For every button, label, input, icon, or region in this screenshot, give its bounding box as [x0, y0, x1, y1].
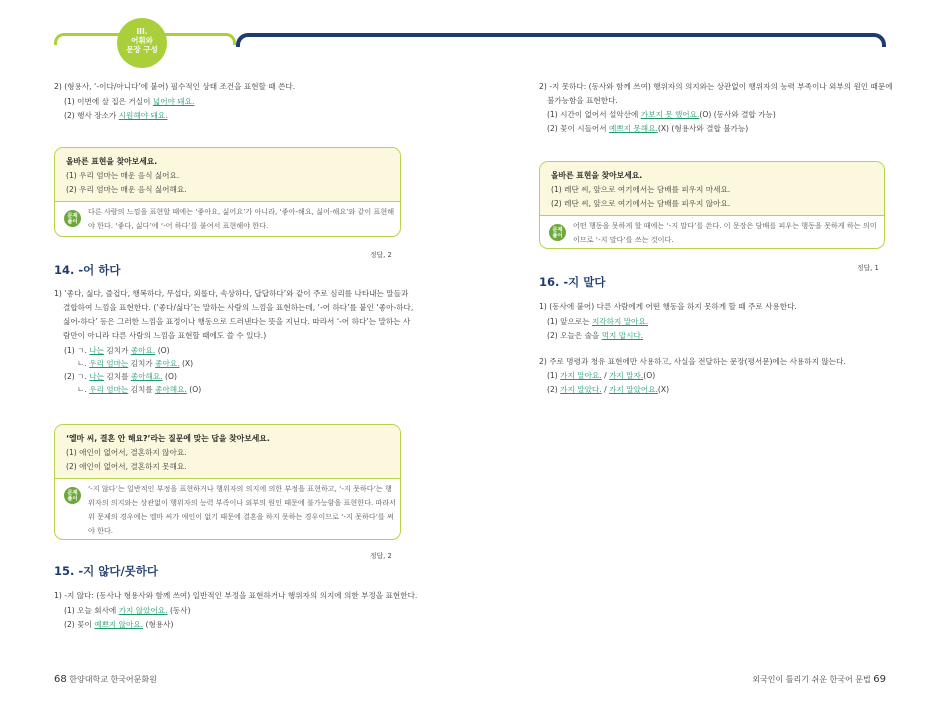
sec14-example-2a	[64, 370, 177, 383]
right-intro-example1	[547, 108, 776, 121]
highlight-text: 예쁘지 못해요.	[609, 124, 658, 133]
explanation-line-4: 야 한다.	[88, 526, 114, 535]
example-text: (1) ㄱ.	[64, 346, 90, 355]
example-text: (2)	[547, 385, 561, 394]
right-intro-line1: 2) -지 못하다: (동사와 함께 쓰여) 행위자의 의지와는 상관없이 행위자의 능력 부족이나 외부의 원인 때문에	[539, 82, 893, 91]
example-text: (X)	[179, 359, 194, 368]
example-text: (1)	[547, 371, 561, 380]
example-text: 김치가	[104, 346, 131, 355]
quiz-option-1: (1) 우리 엄마는 매운 음식 싫어요.	[66, 171, 180, 180]
example-text: (X) (형용사와 결합 불가능)	[657, 124, 749, 133]
example-text: (2) 꽃이	[64, 620, 95, 629]
example-text: (2) 행사 장소가	[64, 111, 119, 120]
example-text: (1) 시간이 없어서 설악산에	[547, 110, 641, 119]
right-intro-example2	[547, 122, 748, 135]
sec15-paragraph-line1: 1) -지 않다: (동사나 형용사와 함께 쓰여) 일반적인 부정을 표현하거나 행위자의 의지에 의한 부정을 표현한다.	[54, 591, 418, 600]
example-text: /	[601, 385, 610, 394]
highlight-text: 가지 않았어요.	[118, 606, 168, 615]
sec14-example-2b	[77, 383, 201, 396]
left-footer	[54, 674, 157, 685]
highlight-text: 우리 엄마는	[89, 359, 129, 368]
example-text: (2) 꽃이 시들어서	[547, 124, 610, 133]
example-text: (O) (동사와 결합 가능)	[699, 110, 776, 119]
highlight-text: 지각하지 말아요.	[591, 317, 649, 326]
example-text: (X)	[657, 385, 670, 394]
sec14-example-1b	[77, 357, 193, 370]
section-title-15: 15. -지 않다/못하다	[54, 564, 159, 578]
icon-label-bottom: 풀이	[67, 218, 78, 225]
chapter-badge	[117, 18, 167, 68]
sec16-example-1	[547, 315, 648, 328]
header-bar-navy	[236, 33, 886, 47]
left-intro-example1	[64, 95, 194, 108]
highlight-text: 먹지 맙시다.	[601, 331, 644, 340]
quiz-option-2: (2) 레단 씨, 앞으로 여기에서는 담배를 피우지 않아요.	[551, 199, 731, 208]
icon-label-bottom: 풀이	[552, 232, 563, 239]
example-text: (2) 오늘은 술을	[547, 331, 602, 340]
highlight-text: 가보지 못 했어요.	[640, 110, 700, 119]
highlight-text: 가지 말자.	[609, 371, 644, 380]
example-text: (O)	[155, 346, 170, 355]
answer-label: 정답, 2	[370, 251, 392, 259]
sec14-paragraph-line4: 람만이 아니라 다른 사람의 느낌을 표현할 때에도 쓸 수 있다.)	[63, 331, 267, 340]
page-number-left: 68	[54, 674, 67, 685]
right-intro-line2: 불가능함을 표현한다.	[547, 96, 618, 105]
icon-label-bottom: 풀이	[67, 495, 78, 502]
highlight-text: 우리 엄마는	[89, 385, 129, 394]
sec16-example-2	[547, 329, 643, 342]
chapter-badge-line2: 어휘와	[131, 36, 153, 45]
explanation-line-2: 위자의 의지와는 상관없이 행위자의 능력 부족이나 외부의 원인 때문에 불가능함을 표현한다. 따라서	[88, 498, 397, 507]
answer-label: 정답, 2	[370, 552, 392, 560]
chapter-badge-line3: 문장 구성	[126, 45, 158, 54]
sec16-example-3	[547, 369, 655, 382]
footer-book-title: 외국인이 틀리기 쉬운 한국어 문법	[752, 675, 871, 684]
example-text: (O)	[643, 371, 656, 380]
sec16-example-4	[547, 383, 669, 396]
sec14-paragraph-line2: 결합하여 느낌을 표현한다. (‘좋다/싫다’는 말하는 사람의 느낌을 표현하는데, ‘-어 하다’를 붙인 ‘좋아-하다,	[63, 303, 414, 312]
example-text: /	[601, 371, 610, 380]
page-number-right: 69	[873, 674, 886, 685]
example-text: (1) 앞으로는	[547, 317, 592, 326]
quiz-explanation	[540, 215, 884, 248]
footer-publisher: 한양대학교 한국어문화원	[69, 675, 157, 684]
section-title-16: 16. -지 말다	[539, 275, 606, 289]
icon-label-top: 문제	[67, 489, 78, 496]
example-text: (동사)	[167, 606, 191, 615]
highlight-text: 좋아해요.	[130, 372, 163, 381]
explanation-line-1: 어떤 행동을 못하게 할 때에는 ‘-지 말다’를 쓴다. 이 문장은 담배를 피우는 행동을 못하게 하는 의미	[573, 221, 877, 230]
explanation-line-2: 이므로 ‘-지 말다’를 쓰는 것이다.	[573, 235, 674, 244]
highlight-text: 가지 말았어요.	[609, 385, 658, 394]
quiz-explanation	[55, 478, 400, 539]
quiz-box-3	[539, 161, 885, 249]
example-text: (1) 오늘 회사에	[64, 606, 119, 615]
quiz-explanation	[55, 201, 400, 236]
example-text: (O)	[186, 385, 202, 394]
explanation-icon	[549, 224, 566, 241]
highlight-text: 나는	[89, 346, 105, 355]
example-text: (형용사)	[143, 620, 174, 629]
sec16-paragraph-1: 1) (동사에 붙어) 다른 사람에게 어떤 행동을 하지 못하게 할 때 주로 사용한다.	[539, 302, 797, 311]
left-intro-line1: 2) (형용사, ‘-이다/아니다’에 붙어) 필수적인 상태 조건을 표현할 때 쓴다.	[54, 82, 296, 91]
sec15-example-2	[64, 618, 173, 631]
quiz-option-2: (2) 우리 엄마는 매운 음식 싫어해요.	[66, 185, 187, 194]
explanation-line-2: 야 한다. ‘좋다, 싫다’에 ‘-어 하다’를 붙여서 표현해야 한다.	[88, 221, 269, 230]
explanation-line-1: ‘-지 않다’는 일반적인 부정을 표현하거나 행위자의 의지에 의한 부정을 표현하고, ‘-지 못하다’는 행	[88, 484, 392, 493]
quiz-title: ‘엘마 씨, 결혼 안 해요?’라는 질문에 맞는 답을 찾아보세요.	[66, 434, 270, 443]
quiz-option-2: (2) 애인이 없어서, 결혼하지 못해요.	[66, 462, 187, 471]
highlight-text: 가지 말았다.	[560, 385, 602, 394]
section-title-14: 14. -어 하다	[54, 263, 121, 277]
example-text: (1) 이번에 살 집은 거실이	[64, 97, 153, 106]
explanation-line-1: 다른 사람의 느낌을 표현할 때에는 ‘좋아요, 싫어요’가 아니라, ‘좋아-해요, 싫어-해요’와 같이 표현해	[88, 207, 395, 216]
explanation-icon	[64, 487, 81, 504]
quiz-title: 올바른 표현을 찾아보세요.	[551, 171, 643, 180]
quiz-option-1: (1) 애인이 없어서, 결혼하지 않아요.	[66, 448, 187, 457]
quiz-box-1	[54, 147, 401, 237]
left-intro-example2	[64, 109, 168, 122]
right-footer	[752, 674, 886, 685]
explanation-icon	[64, 210, 81, 227]
sec14-example-1a	[64, 344, 170, 357]
quiz-box-2	[54, 424, 401, 540]
example-text: 김치를	[128, 385, 156, 394]
explanation-line-3: 위 문제의 경우에는 엘마 씨가 애인이 없기 때문에 결혼을 하지 못하는 경우이므로 ‘-지 못하다’를 써	[88, 512, 394, 521]
chapter-badge-number: III.	[136, 27, 148, 36]
sec14-paragraph-line3: 싫어-하다’ 등은 그러한 느낌을 표정이나 행동으로 드러낸다는 뜻을 지닌다. 따라서 ‘-어 하다’는 말하는 사	[63, 317, 411, 326]
example-text: (O)	[162, 372, 177, 381]
highlight-text: 좋아해요.	[155, 385, 187, 394]
example-text: ㄴ.	[77, 385, 90, 394]
highlight-text: 시원해야 돼요.	[118, 111, 168, 120]
quiz-option-1: (1) 레단 씨, 앞으로 여기에서는 담배를 피우지 마세요.	[551, 185, 731, 194]
icon-label-top: 문제	[552, 226, 563, 233]
quiz-title: 올바른 표현을 찾아보세요.	[66, 157, 158, 166]
highlight-text: 나는	[89, 372, 105, 381]
highlight-text: 좋아요.	[130, 346, 156, 355]
highlight-text: 넓어야 돼요.	[152, 97, 195, 106]
example-text: (2) ㄱ.	[64, 372, 90, 381]
example-text: ㄴ.	[77, 359, 90, 368]
sec14-paragraph-line1: 1) ‘좋다, 싫다, 즐겁다, 행복하다, 무섭다, 외롭다, 속상하다, 답답하다’와 같이 주로 심리를 나타내는 말들과	[54, 289, 409, 298]
highlight-text: 가지 말아요.	[560, 371, 602, 380]
sec15-example-1	[64, 604, 191, 617]
sec16-paragraph-2: 2) 주로 명령과 청유 표현에만 사용하고, 사실을 전달하는 문장(평서문)에는 사용하지 않는다.	[539, 357, 846, 366]
icon-label-top: 문제	[67, 212, 78, 219]
highlight-text: 좋아요.	[155, 359, 180, 368]
answer-label: 정답, 1	[857, 264, 879, 272]
highlight-text: 예쁘지 않아요.	[94, 620, 144, 629]
example-text: 김치가	[128, 359, 156, 368]
example-text: 김치를	[104, 372, 131, 381]
